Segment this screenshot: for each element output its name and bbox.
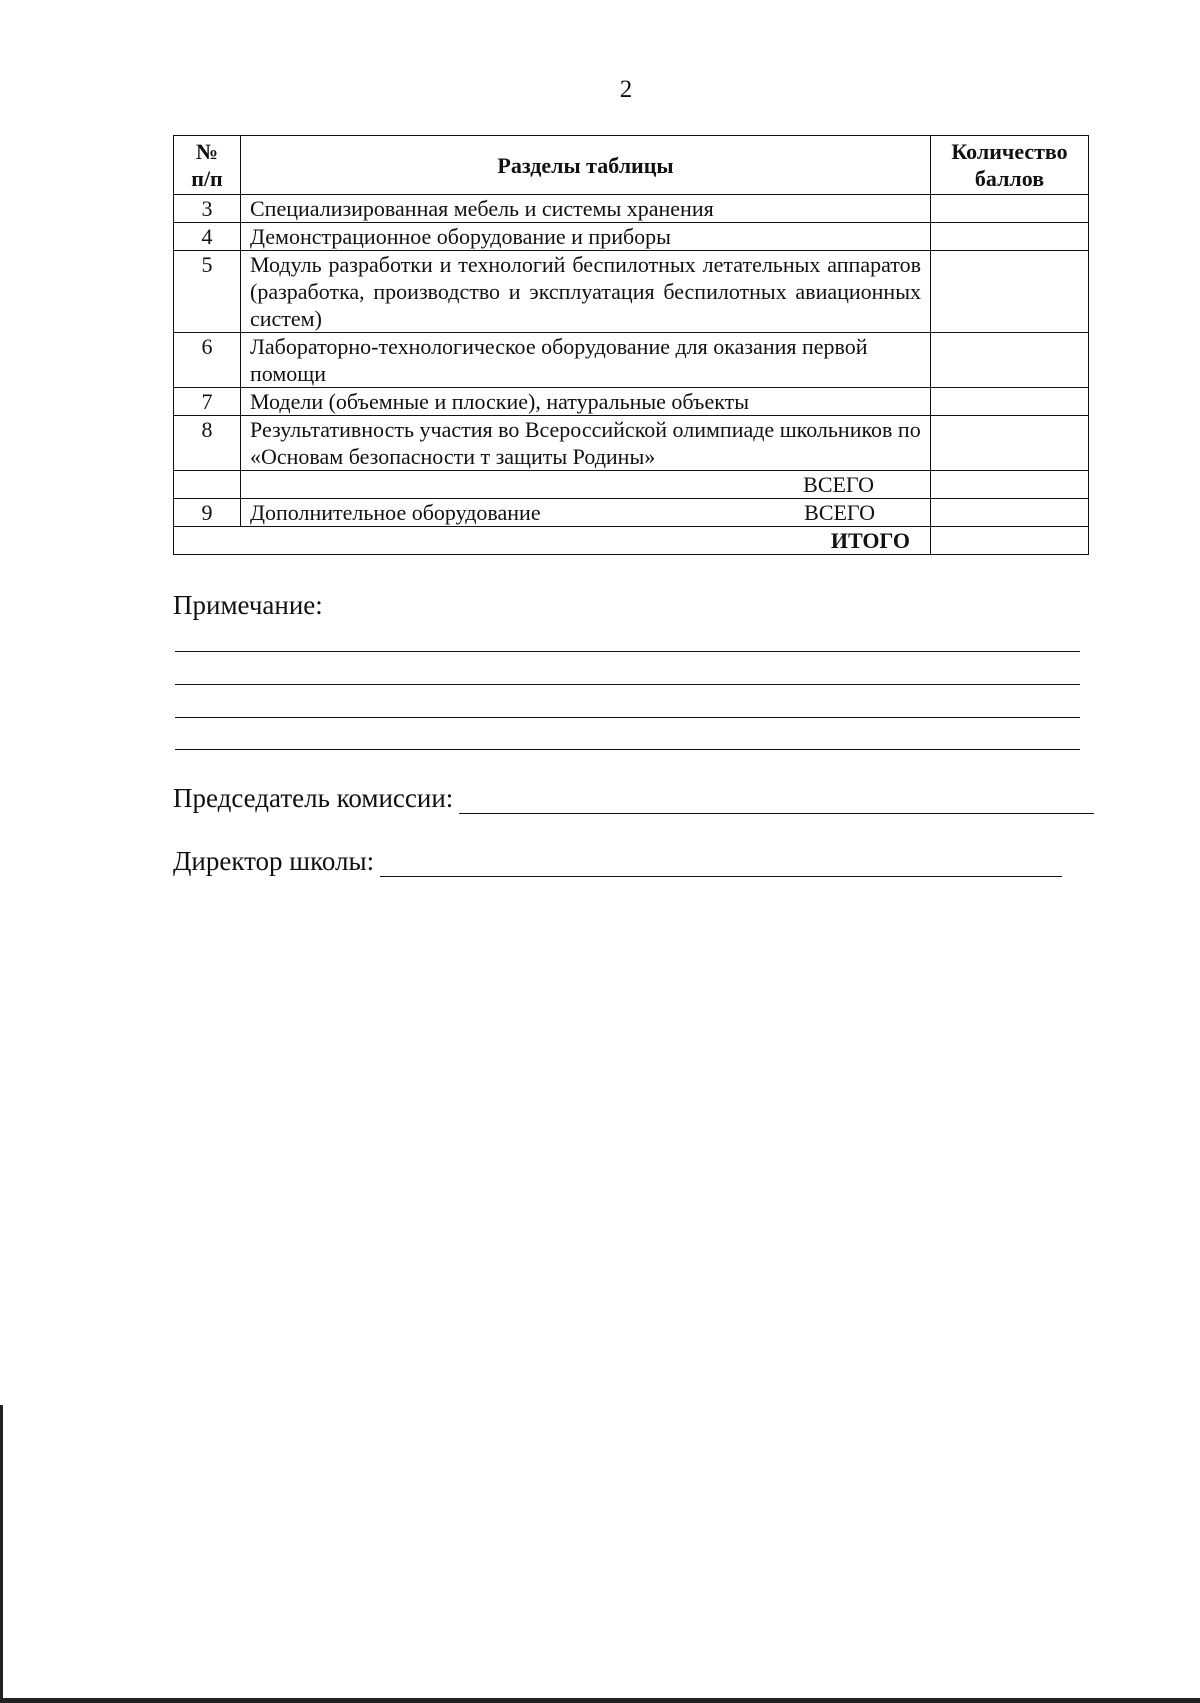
row-section: Демонстрационное оборудование и приборы — [241, 223, 931, 251]
subtotal-label: ВСЕГО — [241, 471, 931, 499]
row-section — [241, 499, 931, 527]
table-row-additional — [174, 499, 1089, 527]
page-number: 2 — [619, 76, 633, 103]
row-score-cell — [931, 251, 1089, 333]
grand-total-score-cell — [931, 527, 1089, 555]
director-label: Директор школы: — [173, 846, 375, 876]
note-line — [175, 684, 1080, 685]
row-number: 4 — [174, 223, 241, 251]
row-number: 6 — [174, 333, 241, 388]
table-header-row — [174, 136, 1089, 195]
row-score-cell — [931, 388, 1089, 416]
scan-edge-left — [0, 1405, 3, 1703]
row-number: 8 — [174, 416, 241, 471]
row-score-cell — [931, 223, 1089, 251]
table-row — [174, 195, 1089, 223]
row-score-cell — [931, 499, 1089, 527]
header-section: Разделы таблицы — [241, 136, 931, 195]
header-score-line1: Количество — [951, 139, 1068, 164]
table-row — [174, 416, 1089, 471]
header-number — [174, 136, 241, 195]
header-number-abbr: п/п — [191, 166, 223, 191]
row-number: 3 — [174, 195, 241, 223]
row-section-text: Дополнительное оборудование — [250, 500, 541, 525]
scan-edge-bottom — [0, 1698, 1200, 1703]
row-number: 5 — [174, 251, 241, 333]
chairman-label: Председатель комиссии: — [173, 783, 454, 813]
table-row — [174, 251, 1089, 333]
subtotal-row — [174, 471, 1089, 499]
note-line — [175, 749, 1080, 750]
chairman-signature-line — [459, 787, 1094, 814]
row-score-cell — [931, 195, 1089, 223]
row-score-cell — [931, 333, 1089, 388]
score-table — [173, 135, 1089, 555]
subtotal-score-cell — [931, 471, 1089, 499]
note-line — [175, 651, 1080, 652]
subtotal-number-cell — [174, 471, 241, 499]
table-row — [174, 223, 1089, 251]
header-score-line2: баллов — [974, 166, 1045, 191]
row-section: Лабораторно-технологическое оборудование для оказания первой помощи — [241, 333, 931, 388]
row-section: Модуль разработки и технологий беспилотных летательных аппаратов (разработка, производство и эксплуатация беспилотных авиационных систем) — [241, 251, 931, 333]
row-total-label: ВСЕГО — [804, 500, 875, 525]
note-line — [175, 717, 1080, 718]
row-section: Специализированная мебель и системы хранения — [241, 195, 931, 223]
director-signature-line — [380, 850, 1062, 877]
row-number: 7 — [174, 388, 241, 416]
header-score — [931, 136, 1089, 195]
row-section: Модели (объемные и плоские), натуральные объекты — [241, 388, 931, 416]
note-label: Примечание: — [173, 590, 323, 620]
row-score-cell — [931, 416, 1089, 471]
table-row — [174, 333, 1089, 388]
row-section: Результативность участия во Всероссийской олимпиаде школьников по «Основам безопасности т защиты Родины» — [241, 416, 931, 471]
director-signature-row — [173, 846, 1062, 877]
header-number-symbol: № — [195, 139, 219, 164]
grand-total-label: ИТОГО — [174, 527, 931, 555]
table-row — [174, 388, 1089, 416]
chairman-signature-row — [173, 783, 1094, 814]
grand-total-row — [174, 527, 1089, 555]
row-number: 9 — [174, 499, 241, 527]
